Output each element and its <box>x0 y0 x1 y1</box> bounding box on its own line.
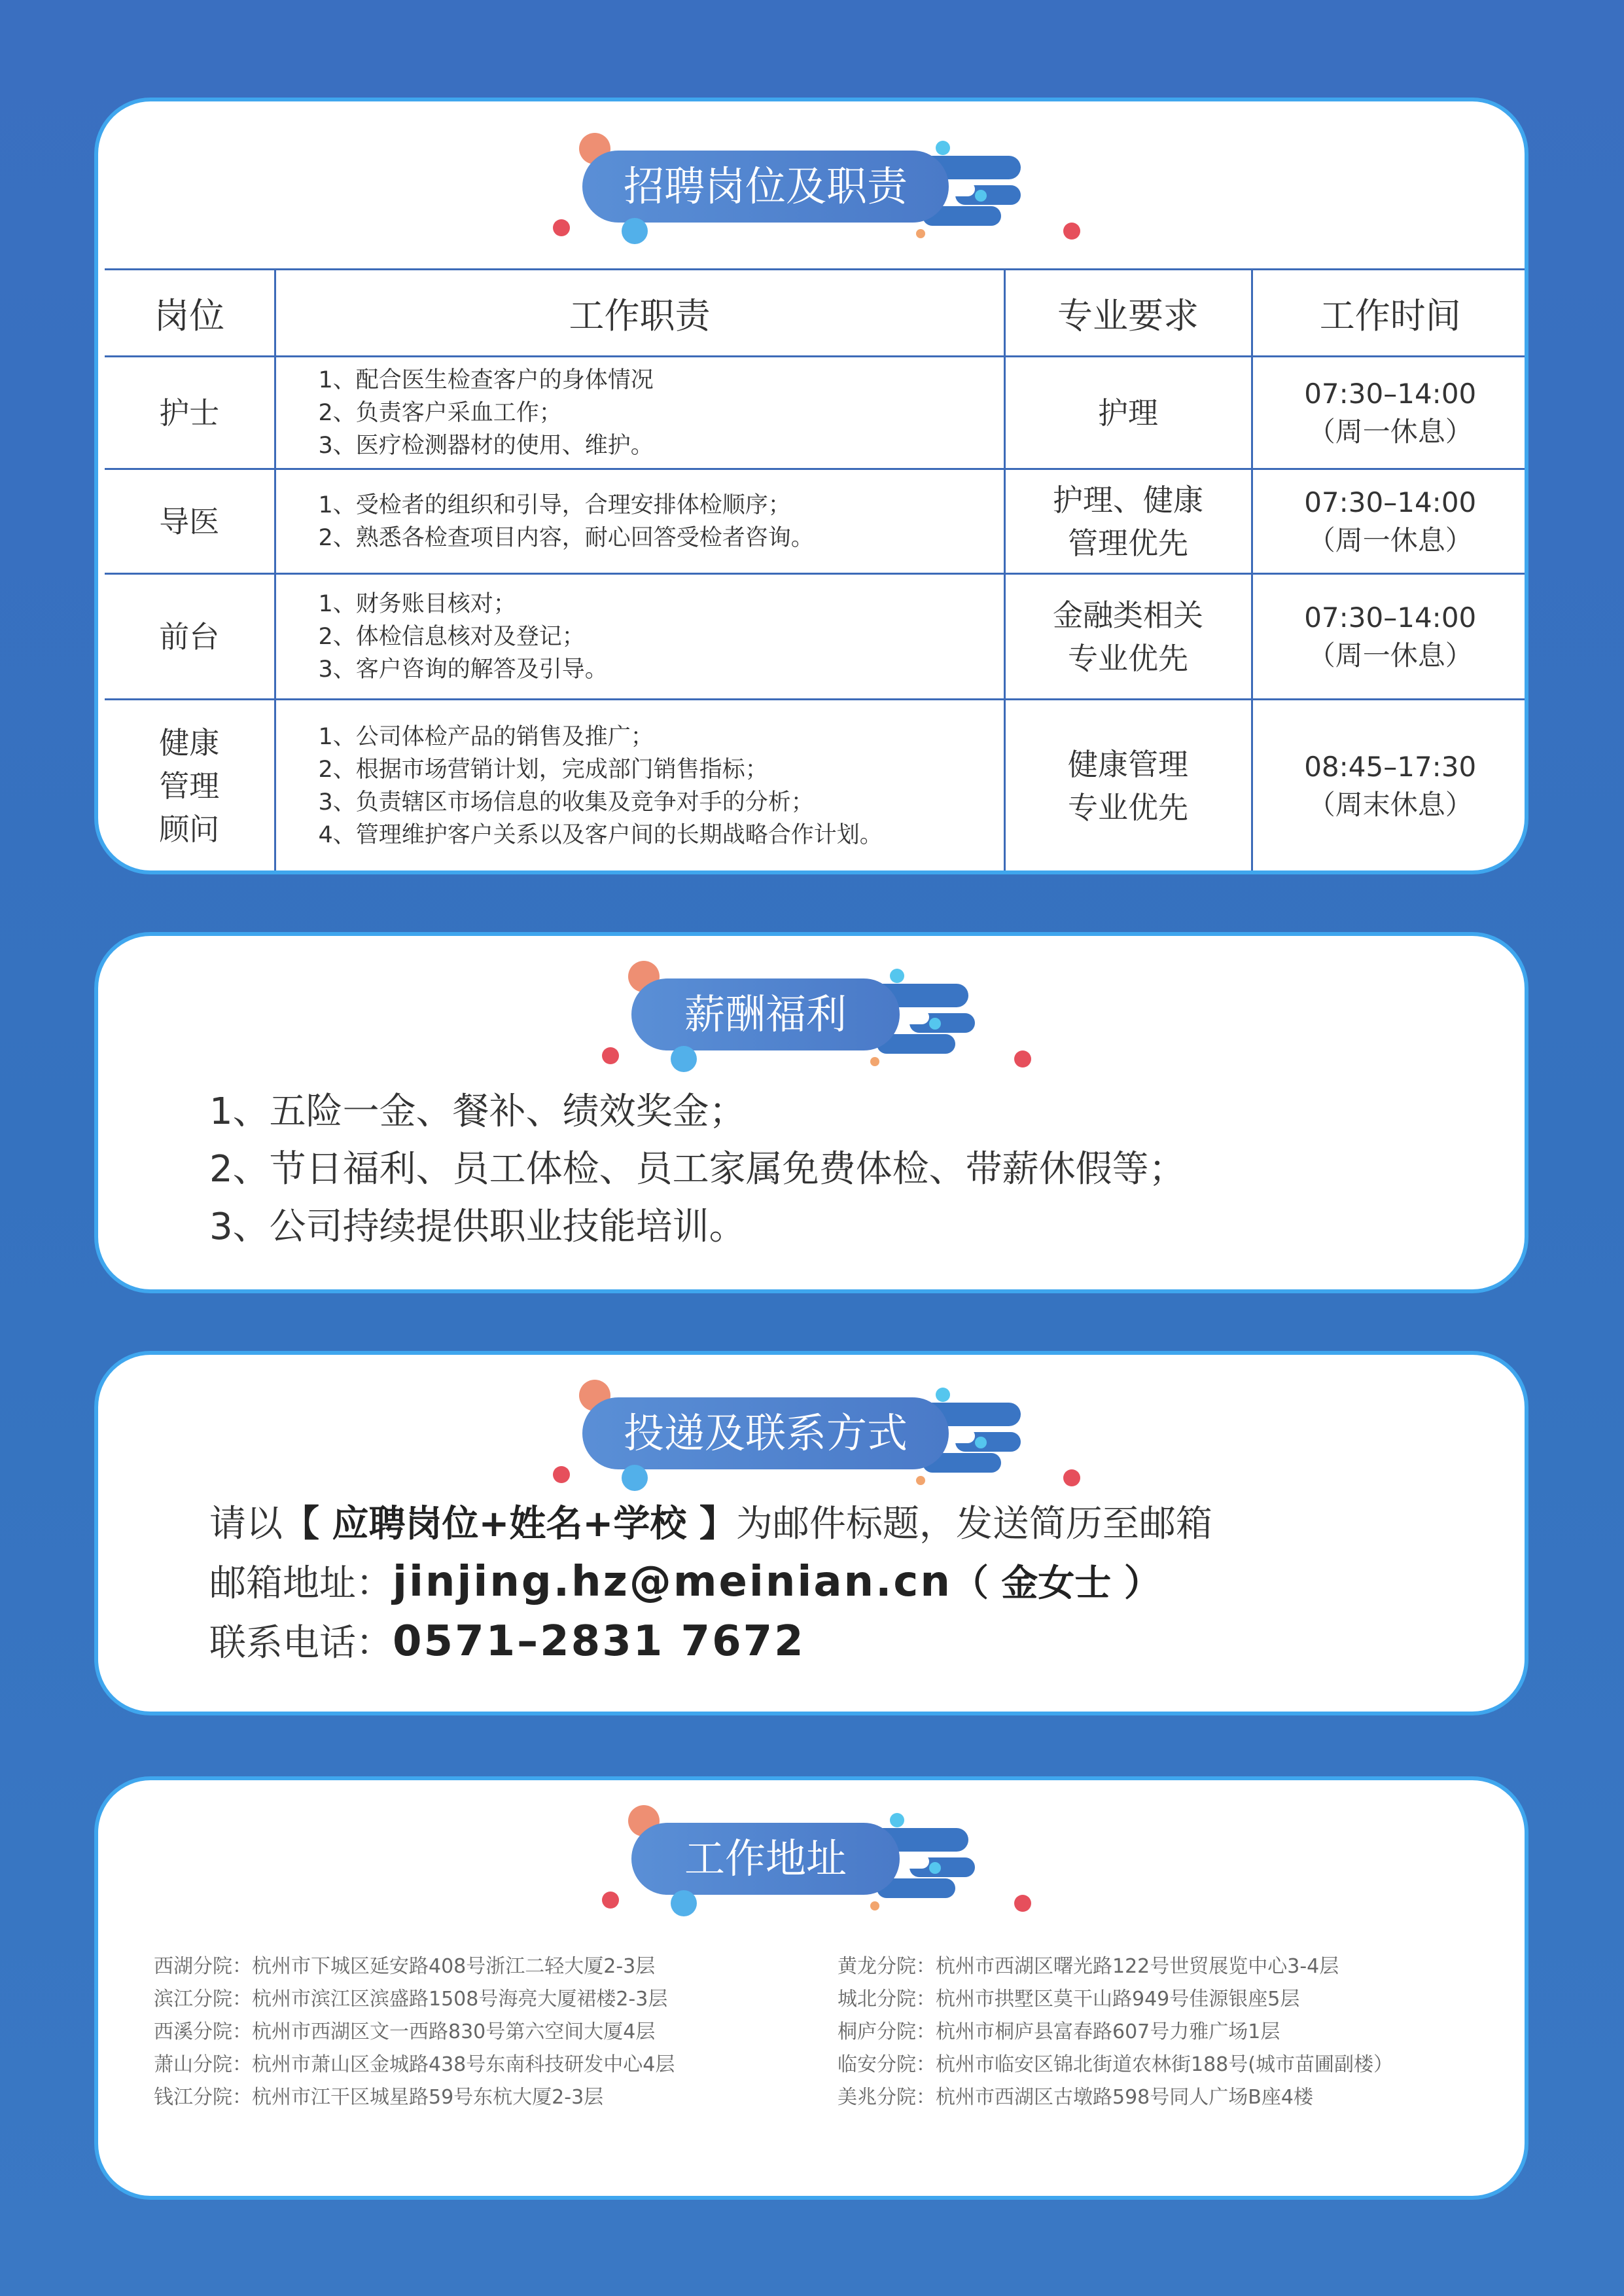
address-item <box>154 2016 675 2049</box>
address-list-left <box>154 1950 675 2114</box>
branch-name: 黄龙分院： <box>838 1955 936 1978</box>
email-link[interactable]: jinjing.hz@meinian.cn <box>393 1558 952 1606</box>
decor-dot <box>671 1890 697 1916</box>
duty-line: 1、受检者的组织和引导，合理安排体检顺序； <box>318 492 791 518</box>
branch-name: 滨江分院： <box>154 1988 252 2011</box>
decor-dot <box>929 1018 941 1030</box>
address-item <box>838 1983 1393 2016</box>
decor-dot <box>671 1046 697 1072</box>
duty-line: 3、医疗检测器材的使用、维护。 <box>318 432 654 459</box>
decor-dot <box>936 141 950 155</box>
branch-name: 美兆分院： <box>838 2086 936 2109</box>
duty-line: 2、熟悉各检查项目内容，耐心回答受检者咨询。 <box>318 524 814 551</box>
benefits-header <box>543 949 1080 1080</box>
time-line: （周一休息） <box>1307 524 1473 556</box>
time-line: 08:45–17:30 <box>1304 751 1477 783</box>
table-row <box>105 700 1525 871</box>
branch-address: 杭州市下城区延安路408号浙江二轻大厦2-3层 <box>252 1955 656 1978</box>
decor-dot <box>890 969 904 983</box>
branch-name: 西湖分院： <box>154 1955 252 1978</box>
address-item <box>154 1950 675 1983</box>
duty-line: 1、配合医生检查客户的身体情况 <box>318 367 654 393</box>
column-header: 工作时间 <box>1252 270 1525 357</box>
decor-dot <box>1063 1469 1080 1486</box>
duty-line: 3、负责辖区市场信息的收集及竞争对手的分析； <box>318 789 814 816</box>
decor-dot <box>622 218 648 244</box>
branch-address: 杭州市萧山区金城路438号东南科技研发中心4层 <box>252 2053 675 2076</box>
benefits-list <box>209 1083 1186 1256</box>
contact-person: （ 金女士 ） <box>951 1562 1161 1605</box>
section-title: 工作地址 <box>631 1823 900 1895</box>
decor-dot <box>936 1388 950 1402</box>
phone-number[interactable]: 0571–2831 7672 <box>393 1617 805 1666</box>
decor-dot <box>916 1476 925 1485</box>
branch-name: 钱江分院： <box>154 2086 252 2109</box>
branch-address: 杭州市西湖区古墩路598号同人广场B座4楼 <box>936 2086 1313 2109</box>
branch-address: 杭州市西湖区文一西路830号第六空间大厦4层 <box>252 2020 656 2043</box>
decor-dot <box>890 1813 904 1827</box>
decor-dot <box>870 1057 879 1066</box>
column-header: 工作职责 <box>275 270 1004 357</box>
decor-dot <box>1063 223 1080 240</box>
jobs-header <box>543 121 1080 252</box>
branch-name: 城北分院： <box>838 1988 936 2011</box>
address-card <box>98 1780 1525 2196</box>
address-item <box>838 2016 1393 2049</box>
branch-address: 杭州市江干区城星路59号东杭大厦2-3层 <box>252 2086 604 2109</box>
time-line: （周一休息） <box>1307 415 1473 448</box>
list-item: 2、节日福利、员工体检、员工家属免费体检、带薪休假等； <box>209 1148 1186 1191</box>
requirement-cell <box>1004 574 1252 700</box>
decor-dot <box>553 219 570 236</box>
time-line: 07:30–14:00 <box>1304 601 1477 634</box>
requirement-line: 专业优先 <box>1068 640 1188 676</box>
instruction-bold: 【 应聘岗位+姓名+学校 】 <box>283 1503 736 1545</box>
duty-line: 4、管理维护客户关系以及客户间的长期战略合作计划。 <box>318 822 883 848</box>
list-item: 1、五险一金、餐补、绩效奖金； <box>209 1090 746 1133</box>
section-title: 薪酬福利 <box>631 978 900 1050</box>
section-title: 投递及联系方式 <box>582 1397 949 1469</box>
branch-name: 桐庐分院： <box>838 2020 936 2043</box>
time-line: （周一休息） <box>1307 639 1473 672</box>
instruction-text: 请以 <box>209 1503 283 1545</box>
duty-line: 2、负责客户采血工作； <box>318 399 562 426</box>
duty-line: 1、财务账目核对； <box>318 590 516 617</box>
position-cell: 前台 <box>105 574 275 700</box>
address-item <box>838 2049 1393 2081</box>
address-list-right <box>838 1950 1393 2114</box>
table-row <box>105 357 1525 469</box>
requirement-line: 专业优先 <box>1068 790 1188 825</box>
contact-info <box>209 1496 1212 1672</box>
jobs-card <box>98 101 1525 870</box>
time-cell <box>1252 574 1525 700</box>
duty-line: 2、根据市场营销计划，完成部门销售指标； <box>318 757 768 783</box>
benefits-card <box>98 936 1525 1289</box>
address-item <box>154 1983 675 2016</box>
duties-cell <box>275 469 1004 574</box>
jobs-table <box>105 268 1525 870</box>
column-header: 岗位 <box>105 270 275 357</box>
duty-line: 2、体检信息核对及登记； <box>318 623 585 650</box>
address-item <box>838 1950 1393 1983</box>
branch-name: 临安分院： <box>838 2053 936 2076</box>
branch-address: 杭州市拱墅区莫干山路949号佳源银座5层 <box>936 1988 1300 2011</box>
time-cell <box>1252 700 1525 871</box>
position-cell: 健康 管理 顾问 <box>105 700 275 871</box>
phone-label: 联系电话： <box>209 1622 393 1664</box>
requirement-line: 护理、健康 <box>1053 482 1203 518</box>
duties-cell <box>275 700 1004 871</box>
requirement-line: 金融类相关 <box>1053 597 1203 633</box>
decor-dot <box>553 1466 570 1483</box>
duties-cell <box>275 574 1004 700</box>
column-header: 专业要求 <box>1004 270 1252 357</box>
decor-dot <box>929 1862 941 1874</box>
decor-dot <box>1014 1895 1031 1912</box>
decor-dot <box>870 1901 879 1910</box>
address-item <box>154 2081 675 2114</box>
branch-address: 杭州市桐庐县富春路607号力雅广场1层 <box>936 2020 1280 2043</box>
address-header <box>543 1793 1080 1924</box>
time-cell <box>1252 357 1525 469</box>
address-item <box>838 2081 1393 2114</box>
decor-dot <box>602 1047 619 1064</box>
requirement-cell <box>1004 700 1252 871</box>
contact-card <box>98 1355 1525 1712</box>
decor-dot <box>602 1892 619 1909</box>
table-row <box>105 574 1525 700</box>
branch-address: 杭州市临安区锦北街道农林街188号(城市苗圃副楼） <box>936 2053 1393 2076</box>
decor-dot <box>975 190 987 202</box>
section-title: 招聘岗位及职责 <box>582 151 949 223</box>
branch-address: 杭州市滨江区滨盛路1508号海亮大厦裙楼2-3层 <box>252 1988 668 2011</box>
time-cell <box>1252 469 1525 574</box>
requirement-line: 管理优先 <box>1068 525 1188 561</box>
requirement-cell <box>1004 469 1252 574</box>
time-line: 07:30–14:00 <box>1304 377 1477 410</box>
instruction-text: 为邮件标题，发送简历至邮箱 <box>735 1503 1212 1545</box>
decor-dot <box>1014 1050 1031 1067</box>
duties-cell <box>275 357 1004 469</box>
list-item: 3、公司持续提供职业技能培训。 <box>209 1206 746 1248</box>
duty-line: 3、客户咨询的解答及引导。 <box>318 656 608 683</box>
requirement-line: 健康管理 <box>1068 747 1188 782</box>
decor-dot <box>975 1437 987 1448</box>
decor-dot <box>916 229 925 238</box>
address-item <box>154 2049 675 2081</box>
branch-name: 萧山分院： <box>154 2053 252 2076</box>
branch-address: 杭州市西湖区曙光路122号世贸展览中心3-4层 <box>936 1955 1339 1978</box>
contact-header <box>543 1368 1080 1499</box>
branch-name: 西溪分院： <box>154 2020 252 2043</box>
time-line: 07:30–14:00 <box>1304 486 1477 518</box>
duty-line: 1、公司体检产品的销售及推广； <box>318 724 654 750</box>
email-line <box>209 1553 1212 1613</box>
instruction-line <box>209 1496 1212 1553</box>
phone-line <box>209 1613 1212 1672</box>
table-row <box>105 469 1525 574</box>
position-cell: 导医 <box>105 469 275 574</box>
email-label: 邮箱地址： <box>209 1562 393 1605</box>
position-cell: 护士 <box>105 357 275 469</box>
requirement-cell <box>1004 357 1252 469</box>
decor-dot <box>622 1465 648 1491</box>
requirement-line: 护理 <box>1098 395 1158 431</box>
time-line: （周末休息） <box>1307 789 1473 821</box>
table-header-row <box>105 270 1525 357</box>
